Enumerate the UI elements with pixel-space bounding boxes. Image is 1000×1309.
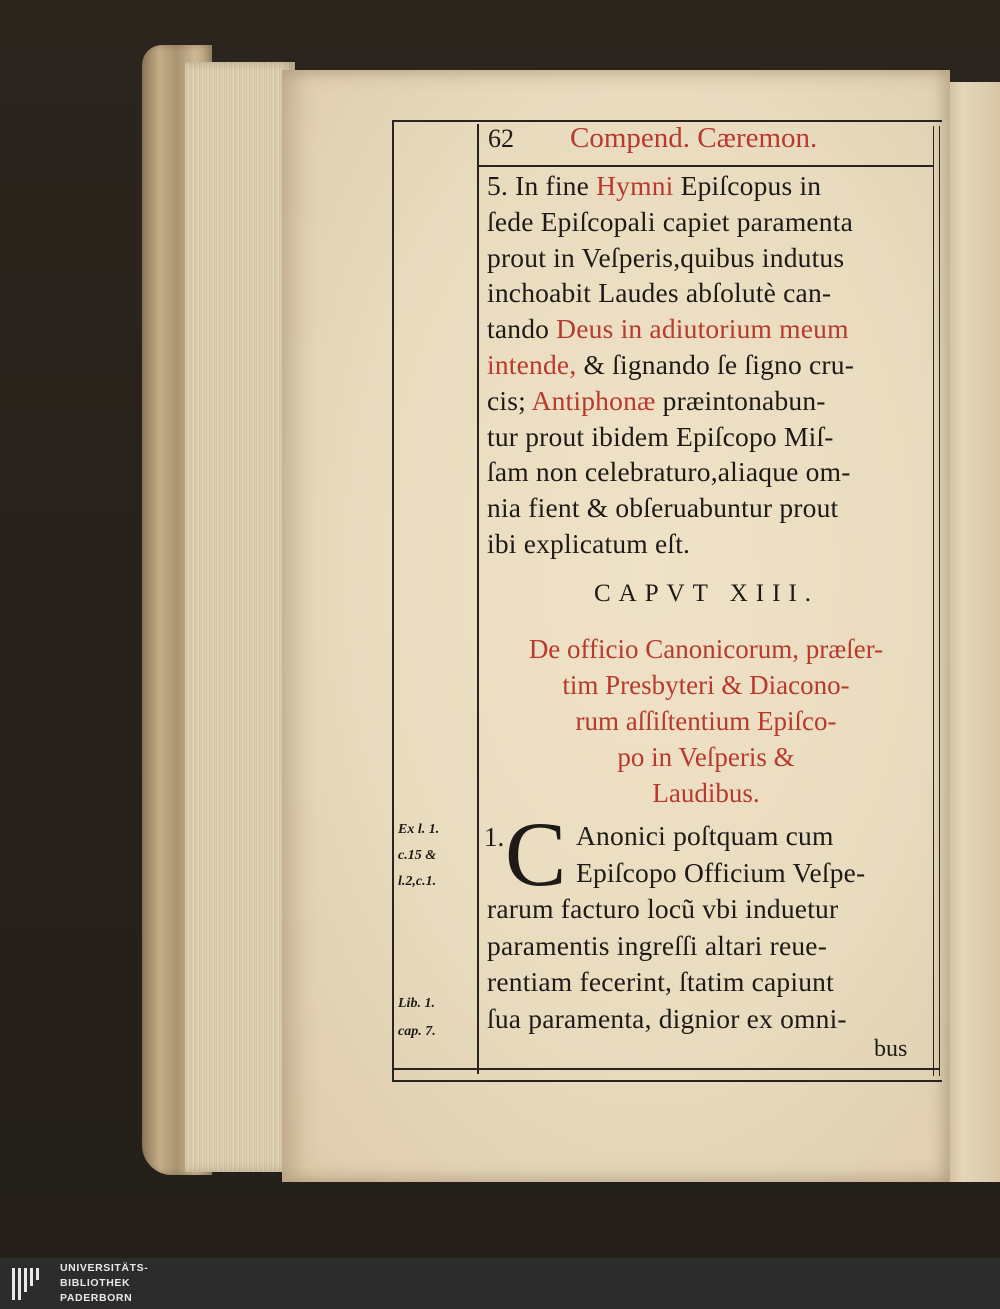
margin-rule xyxy=(477,124,479,1074)
chapter-title-line: Laudibus. xyxy=(652,778,760,808)
paragraph-1-line: Epiſcopo Officium Veſpe- xyxy=(576,856,866,888)
paragraph-1-line: rentiam fecerint, ſtatim capiunt xyxy=(487,966,834,997)
rubric-text: Hymni xyxy=(596,170,674,201)
chapter-title-line: De officio Canonicorum, præſer- xyxy=(528,634,884,664)
margin-note-1-line-1: Ex l. 1. xyxy=(398,822,440,837)
body-text: tur prout ibidem Epiſcopo Miſ- xyxy=(487,420,834,452)
chapter-heading: CAPVT XIII. xyxy=(594,580,820,607)
header-rule xyxy=(478,165,934,167)
running-title: Compend. Cæremon. xyxy=(570,122,818,154)
rubric-text: Deus in adiutorium meum xyxy=(556,313,849,345)
library-logo-icon xyxy=(10,1264,50,1304)
paragraph-5-line xyxy=(487,170,821,202)
body-text: 5. In fine xyxy=(487,170,597,201)
page-stack xyxy=(185,62,295,1172)
paragraph-5-line xyxy=(487,492,838,524)
paragraph-5-line xyxy=(487,242,844,274)
paragraph-5-line xyxy=(487,421,834,453)
drop-capital: C xyxy=(505,803,567,905)
paragraph-1-line: ſua paramenta, dignior ex omni- xyxy=(487,1002,847,1034)
paragraph-5-line xyxy=(487,349,854,381)
library-name-line-1: UNIVERSITÄTS- xyxy=(60,1262,149,1274)
paragraph-5-line xyxy=(487,277,831,309)
rubric-text: intende, xyxy=(487,349,577,380)
margin-note-1-line-3: l.2,c.1. xyxy=(398,874,437,889)
body-text: ſede Epiſcopali capiet paramenta xyxy=(487,205,854,237)
chapter-title-line: tim Presbyteri & Diacono- xyxy=(562,670,850,700)
body-text: tando xyxy=(487,313,557,345)
footer-rule xyxy=(392,1068,940,1070)
paragraph-number: 1. xyxy=(484,822,505,852)
chapter-title-line: rum aſſiſtentium Epiſco- xyxy=(575,706,837,736)
body-text: inchoabit Laudes abſolutè can- xyxy=(487,277,832,309)
paragraph-5-line xyxy=(487,206,853,238)
catchword: bus xyxy=(874,1036,908,1062)
body-text: præintonabun- xyxy=(655,384,826,416)
body-text: & ſignando ſe ſigno cru- xyxy=(576,349,855,380)
library-name-line-2: BIBLIOTHEK xyxy=(60,1277,131,1289)
body-text: nia fient & obſeruabuntur prout xyxy=(487,492,839,524)
margin-note-2-line-2: cap. 7. xyxy=(398,1024,436,1039)
margin-note-1-line-2: c.15 & xyxy=(398,848,437,863)
library-footer-bar xyxy=(0,1258,1000,1309)
body-text: Epiſcopus in xyxy=(673,170,822,201)
paragraph-5-line xyxy=(487,385,826,417)
body-text: prout in Veſperis,quibus indutus xyxy=(487,241,845,273)
body-text: ſam non celebraturo,aliaque om- xyxy=(487,456,851,488)
page-number: 62 xyxy=(488,124,514,153)
paragraph-5-line xyxy=(487,313,849,345)
paragraph-1-line: rarum facturo locũ vbi induetur xyxy=(487,893,839,924)
margin-note-2-line-1: Lib. 1. xyxy=(398,996,435,1011)
paragraph-1-line: paramentis ingreſſi altari reue- xyxy=(487,929,828,961)
body-text: cis; xyxy=(487,384,532,416)
paragraph-5-line xyxy=(487,456,851,488)
body-text: ibi explicatum eſt. xyxy=(487,528,691,559)
library-name-line-3: PADERBORN xyxy=(60,1292,133,1304)
rubric-text: Antiphonæ xyxy=(531,384,656,416)
page-frame-right-double-rule xyxy=(933,126,940,1076)
paragraph-1-line: Anonici poſtquam cum xyxy=(576,820,834,851)
chapter-title-line: po in Veſperis & xyxy=(617,742,795,772)
paragraph-5-line xyxy=(487,528,690,560)
